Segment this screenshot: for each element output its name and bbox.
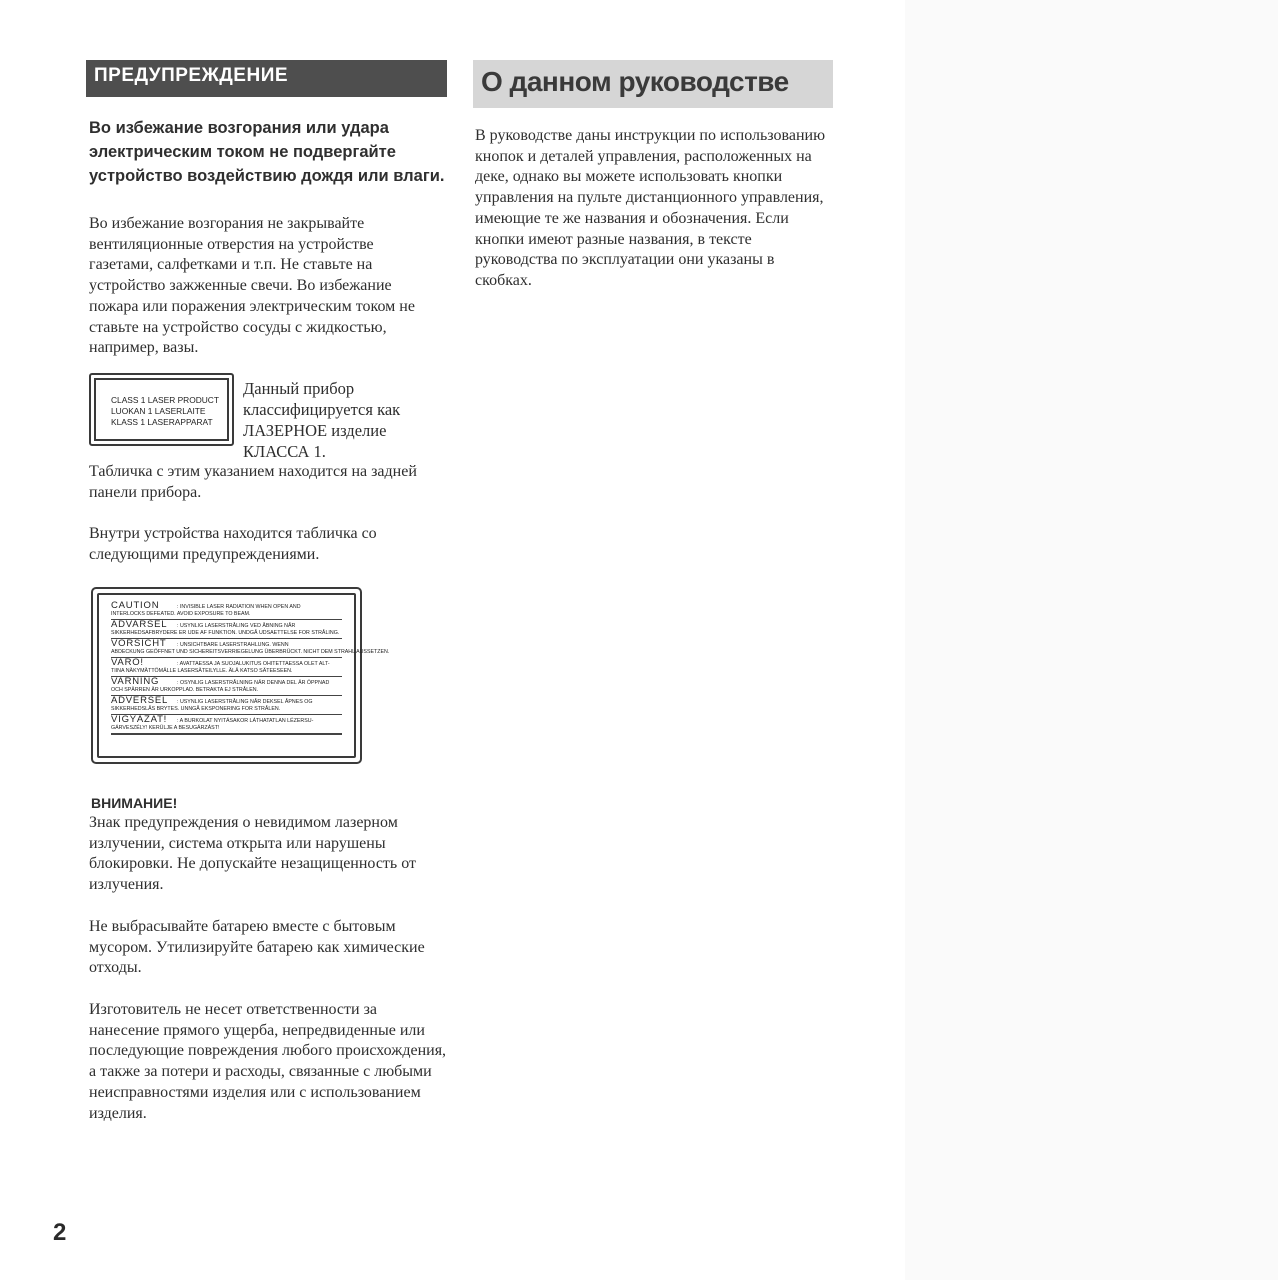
caution-entry-head bbox=[111, 659, 342, 668]
caution-entry-rest: GÁRVESZÉLY! KERÜLJE A BESUGÁRZÁST! bbox=[111, 725, 220, 731]
caution-entry-text: : OSYNLIG LASERSTRÅLNING NÄR DENNA DEL ÄR ÖPPNAD bbox=[177, 680, 330, 686]
caution-entry-rest: OCH SPÄRREN ÄR URKOPPLAD. BETRAKTA EJ STRÅLEN. bbox=[111, 687, 259, 693]
caution-entry-head bbox=[111, 716, 342, 725]
caution-entry-word: VIGYÁZAT! bbox=[111, 714, 168, 725]
caution-entry-word: VARNING bbox=[111, 676, 160, 687]
caution-entry-head bbox=[111, 678, 342, 687]
laser-label-line: KLASS 1 LASERAPPARAT bbox=[111, 417, 213, 427]
caution-entry-word: VARO! bbox=[111, 657, 144, 668]
laser-class-label-inner bbox=[94, 378, 229, 441]
caution-entry-rest: ABDECKUNG GEÖFFNET UND SICHEREITSVERRIEGELUNG ÜBERBRÜCKT. NICHT DEM STRAHL AUSSETZEN. bbox=[111, 649, 390, 655]
warning-heading: ПРЕДУПРЕЖДЕНИЕ bbox=[86, 60, 447, 97]
caution-entry-word: CAUTION bbox=[111, 600, 160, 611]
battery-paragraph: Не выбрасывайте батарею вместе с бытовым мусором. Утилизируйте батарею как химические отходы. bbox=[89, 918, 425, 977]
page-edge-shade bbox=[905, 0, 1278, 1280]
caution-entry-head bbox=[111, 640, 342, 649]
inside-label-paragraph: Внутри устройства находится табличка со следующими предупреждениями. bbox=[89, 525, 377, 563]
caution-entry-head bbox=[111, 621, 342, 630]
caution-label bbox=[91, 587, 390, 764]
notice-paragraph: Знак предупреждения о невидимом лазерном излучении, система открыта или нарушены блокировки. Не допускайте незащищенность от излучения. bbox=[89, 814, 416, 894]
laser-label-line: LUOKAN 1 LASERLAITE bbox=[111, 406, 206, 416]
caution-entry bbox=[111, 697, 342, 715]
caution-entry-head bbox=[111, 602, 342, 611]
caution-entry-rest: INTERLOCKS DEFEATED. AVOID EXPOSURE TO BEAM. bbox=[111, 611, 251, 617]
laser-class-label bbox=[89, 373, 234, 446]
caution-entry-word: VORSICHT bbox=[111, 638, 167, 649]
plate-location-paragraph: Табличка с этим указанием находится на задней панели прибора. bbox=[89, 463, 417, 501]
caution-entry-text: : AVATTAESSA JA SUOJALUKITUS OHITETTAESSA OLET ALT- bbox=[177, 661, 330, 667]
caution-entry-text: : USYNLIG LASERSTRÅLING VED ÅBNING NÅR bbox=[177, 623, 296, 629]
about-manual-paragraph: В руководстве даны инструкции по использованию кнопок и деталей управления, расположенных на деке, однако вы можете использовать кнопки управления на пульте дистанционного управления, имеющие те же названия и обозначения. Если кнопки имеют разные названия, в тексте руководства по эксплуатации они указаны в скобках. bbox=[475, 127, 826, 289]
caution-entry-rest: SIKKERHEDSLÅS BRYTES. UNNGÅ EKSPONERING FOR STRÅLEN. bbox=[111, 706, 281, 712]
ventilation-paragraph: Во избежание возгорания не закрывайте вентиляционные отверстия на устройстве газетами, салфетками и т.п. Не ставьте на устройство зажженные свечи. Во избежание пожара или поражения электрическим током не ставьте на устройство сосуды с жидкостью, например, вазы. bbox=[89, 215, 415, 357]
caution-entry-text: : USYNLIG LASERSTRÅLING NÅR DEKSEL ÅPNES OG bbox=[177, 699, 313, 705]
notice-title: ВНИМАНИЕ! bbox=[91, 795, 178, 811]
caution-entry-word: ADVERSEL bbox=[111, 695, 169, 706]
laser-label-line: CLASS 1 LASER PRODUCT bbox=[111, 395, 219, 405]
caution-entry-text: : UNSICHTBARE LASERSTRAHLUNG. WENN bbox=[177, 642, 289, 648]
caution-entry bbox=[111, 659, 342, 677]
caution-entry-rest: SIKKERHEDSAFBRYDERE ER UDE AF FUNKTION. UNDGÅ UDSAETTELSE FOR STRÅLING. bbox=[111, 630, 340, 636]
caution-entry-head bbox=[111, 697, 342, 706]
caution-entry bbox=[111, 716, 342, 735]
page-number: 2 bbox=[53, 1219, 67, 1246]
caution-entry-text: : INVISIBLE LASER RADIATION WHEN OPEN AND bbox=[177, 604, 301, 610]
warning-lead-text: Во избежание возгорания или удара электрическим током не подвергайте устройство воздействию дождя или влаги. bbox=[89, 119, 445, 185]
caution-entry bbox=[111, 638, 390, 658]
liability-paragraph: Изготовитель не несет ответственности за нанесение прямого ущерба, непредвиденные или последующие повреждения любого происхождения, а также за потери и расходы, связанные с любыми неисправностями изделия или с использованием изделия. bbox=[89, 1001, 447, 1122]
caution-entry-word: ADVARSEL bbox=[111, 619, 168, 630]
caution-entry-text: : A BURKOLAT NYITÁSAKOR LÁTHATATLAN LÉZERSU- bbox=[177, 718, 314, 724]
caution-entry-rest: TIINA NÄKYMÄTTÖMÄLLE LASERSÄTEILYLLE. ÄLÄ KATSO SÄTEESEEN. bbox=[111, 668, 293, 674]
caution-entry bbox=[111, 621, 342, 639]
laser-class-paragraph: Данный прибор классифицируется как ЛАЗЕРНОЕ изделие КЛАССА 1. bbox=[243, 379, 401, 461]
caution-entry bbox=[111, 678, 342, 696]
about-manual-heading: О данном руководстве bbox=[473, 60, 833, 108]
caution-label-inner bbox=[97, 593, 390, 758]
caution-entry bbox=[111, 602, 342, 620]
